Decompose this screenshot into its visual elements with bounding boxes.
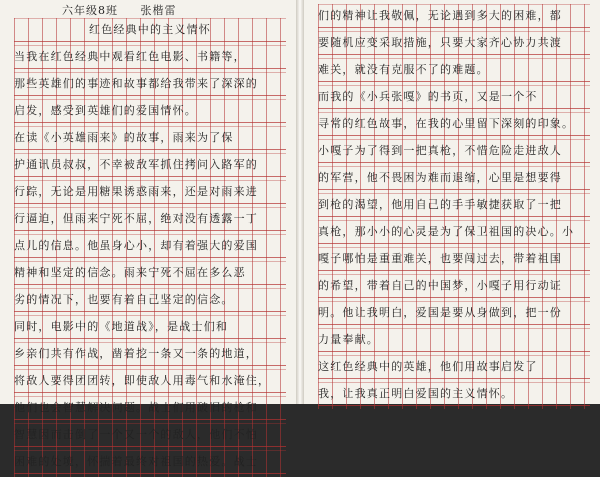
text-line: 行逼迫，但雨来宁死不屈，绝对没有透露一丁 [14, 207, 286, 231]
text-line: 在读《小英雄雨来》的故事，雨来为了保 [14, 126, 286, 150]
text-line: 我，让我真正明白爱国的主义情怀。 [318, 382, 590, 406]
text-line: 行踪，无论是用糖果诱惑雨来，还是对雨来进 [14, 180, 286, 204]
text-line: 启发，感受到英雄们的爱国情怀。 [14, 99, 286, 123]
student-name: 张楷雷 [140, 4, 177, 17]
text-line: 真枪，那小小的心灵是为了保卫祖国的决心。小 [318, 220, 590, 244]
right-writing-grid [318, 4, 590, 409]
text-line: 嘎子哪怕是重重难关，也要闯过去，带着祖国 [318, 247, 590, 271]
essay-title: 红色经典中的主义情怀 [14, 18, 286, 42]
text-line: 这红色经典中的英雄，他们用故事启发了 [318, 355, 590, 379]
text-line: 劣的情况下，也要有着自己坚定的信念。 [14, 288, 286, 312]
text-line: 乡亲们共有作战，凿着挖一条又一条的地道， [14, 342, 286, 366]
text-line: 护通讯员叔叔，不幸被敌军抓住拷问入路军的 [14, 153, 286, 177]
text-line: 们的精神让我敬佩，无论遇到多大的困难，都 [318, 4, 590, 28]
text-line: 困难的处境，怀揣着最终对祖国的热爱。战士 [14, 450, 286, 474]
left-notebook-page [0, 0, 296, 468]
text-line: 到枪的渴望，他用自己的手手敏捷获取了一把 [318, 193, 590, 217]
text-line: 同时，电影中的《地道战》，是战士们和 [14, 315, 286, 339]
text-line: 小嘎子为了得到一把真枪，不惜危险走进敌人 [318, 139, 590, 163]
text-line: 他们也会智慧解决问题。战士们用破旧的枪和 [14, 396, 286, 420]
text-line: 寻常的红色故事，在我的心里留下深刻的印象。 [318, 112, 590, 136]
text-line: 点儿的信息。他虽身心小，却有着强大的爱国 [14, 234, 286, 258]
text-line: 而我的《小兵张嘎》的书页，又是一个不 [318, 85, 590, 109]
text-line: 的军营，他不畏困为难而退缩，心里是想要得 [318, 166, 590, 190]
right-notebook-page [304, 0, 600, 404]
text-line: 智慧因而击倒了一个又一个的敌人，他们不怕 [14, 423, 286, 447]
text-line: 明。他让我明白，爱国是要从身做到，把一份 [318, 301, 590, 325]
text-line: 将敌人要得团团转，即使敌人用毒气和水淹住， [14, 369, 286, 393]
text-line: 精神和坚定的信念。雨来宁死不屈在多么恶 [14, 261, 286, 285]
text-line: 要随机应变采取措施，只要大家齐心协力共渡 [318, 31, 590, 55]
text-line: 的希望，带着自己的中国梦，小嘎子用行动证 [318, 274, 590, 298]
student-header [62, 2, 176, 18]
text-line: 难关，就没有克服不了的难题。 [318, 58, 590, 82]
notebook-gutter [296, 0, 304, 404]
left-writing-grid [14, 18, 286, 477]
text-line: 当我在红色经典中观看红色电影、书籍等， [14, 45, 286, 69]
text-line: 力量奉献。 [318, 328, 590, 352]
student-class: 六年级8班 [62, 4, 118, 17]
text-line: 那些英雄们的事迹和故事都给我带来了深深的 [14, 72, 286, 96]
